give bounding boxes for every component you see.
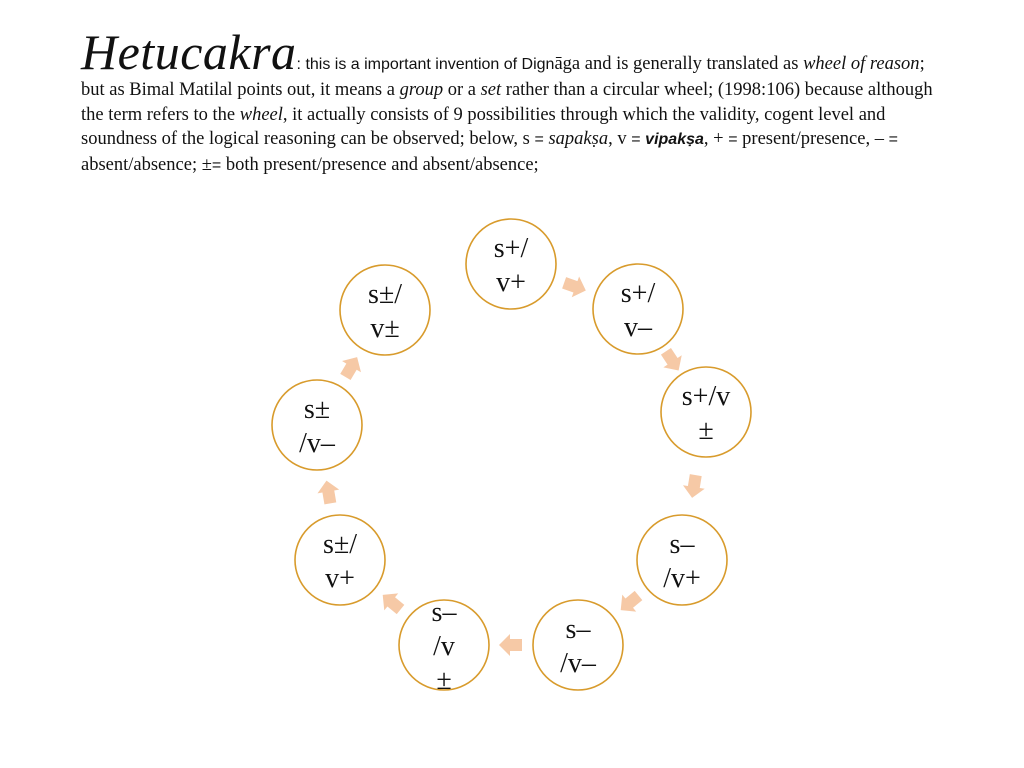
intro-part: , + — [703, 129, 729, 149]
node-label: ± — [698, 415, 714, 446]
flow-arrow — [336, 352, 367, 383]
node-label: /v– — [560, 648, 596, 679]
intro-part: absent/absence; ± — [81, 154, 212, 175]
node-label: s± — [303, 394, 331, 425]
slide-heading: Hetucakra — [81, 24, 297, 80]
flow-arrow — [614, 587, 646, 619]
wheel-node — [340, 265, 430, 355]
wheel-node — [593, 264, 683, 354]
node-label: /v — [433, 631, 455, 662]
wheel-node — [399, 597, 489, 696]
node-label: s±/ — [322, 529, 358, 560]
intro-emphasis: wheel of reason — [803, 54, 920, 74]
node-label: /v+ — [663, 563, 701, 594]
wheel-node — [295, 515, 385, 605]
intro-emphasis: sapakṣa — [548, 129, 609, 149]
wheel-node — [637, 515, 727, 605]
node-label: s– — [431, 597, 457, 628]
intro-part: , v — [608, 129, 632, 149]
node-label: v+ — [496, 267, 526, 298]
node-label: v– — [624, 312, 652, 343]
equals-sign: = — [728, 131, 738, 148]
node-label: s– — [565, 614, 591, 645]
node-label: v± — [370, 313, 400, 344]
flow-arrow — [681, 473, 706, 499]
node-label: s– — [669, 529, 695, 560]
wheel-node — [533, 600, 623, 690]
node-label: s+/ — [493, 233, 529, 264]
intro-part: ga and is generally translated as — [562, 54, 804, 74]
flow-arrow — [560, 272, 589, 300]
intro-part: ā — [554, 54, 563, 74]
node-label: s+/ — [620, 278, 656, 309]
wheel-node — [466, 219, 556, 309]
intro-emphasis: wheel — [239, 104, 283, 125]
node-label: ± — [436, 665, 452, 696]
equals-sign: = — [888, 131, 898, 148]
node-label: /v– — [299, 428, 335, 459]
flow-arrow — [499, 634, 522, 656]
wheel-nodes — [272, 219, 751, 696]
equals-sign: = — [631, 131, 641, 148]
node-label: v+ — [325, 563, 355, 594]
intro-part: , it actually consists of 9 possibilities through which the validity, cogent level and soundness of the logical reasoning can be observed; below, s — [81, 104, 886, 149]
intro-emphasis: set — [480, 80, 502, 100]
intro-emphasis: vipakṣa — [645, 131, 704, 148]
intro-emphasis: group — [399, 80, 444, 100]
equals-sign: = — [534, 131, 544, 148]
wheel-node — [272, 380, 362, 470]
intro-part: present/presence, – — [737, 129, 889, 149]
flow-arrow — [657, 345, 688, 376]
intro-part: rather than a circular wheel; (1998:106) because although the term refers to the — [81, 80, 933, 125]
intro-part: : this is a important invention of Dign — [296, 56, 555, 73]
intro-part: ; but as Bimal Matilal points out, it means a — [81, 54, 925, 100]
flow-arrow — [376, 586, 408, 618]
equals-sign: = — [211, 156, 222, 174]
flow-arrow — [316, 479, 342, 505]
intro-part: or a — [443, 80, 481, 100]
node-label: s+/v — [681, 381, 731, 412]
node-label: s±/ — [367, 279, 403, 310]
wheel-node — [661, 367, 751, 457]
intro-part: both present/presence and absent/absence; — [221, 154, 539, 175]
